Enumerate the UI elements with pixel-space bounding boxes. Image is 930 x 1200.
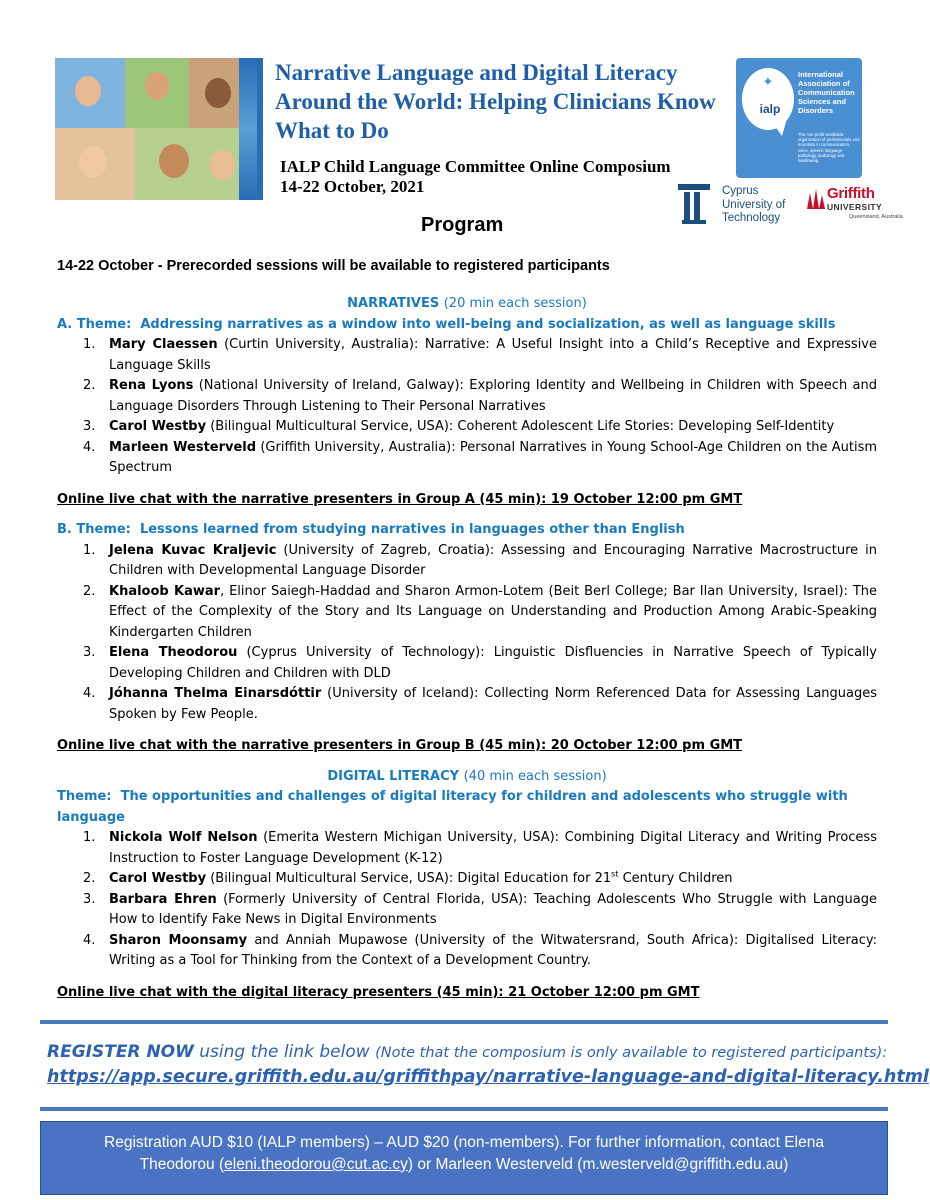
contact-email-westerveld: m.westerveld@griffith.edu.au <box>582 1156 784 1173</box>
theme-b-heading: B. Theme: Lessons learned from studying narratives in languages other than English <box>57 522 685 537</box>
session-item: 1. Nickola Wolf Nelson (Emerita Western Michigan University, USA): Combining Digital Literacy and Writing Process Instruction to Foster Language Development (K-12) <box>83 830 877 866</box>
griffith-logo-name: Griffith <box>827 185 875 202</box>
theme-a-session-list <box>57 335 877 479</box>
speaker-name: Barbara Ehren <box>109 891 217 907</box>
session-item: 4. Jóhanna Thelma Einarsdóttir (University of Iceland): Collecting Norm Referenced Data for Assessing Languages Spoken by Few People. <box>83 686 878 722</box>
session-item: 2. Rena Lyons (National University of Ireland, Galway): Exploring Identity and Wellbeing in Children with Speech and Language Disorders Through Listening to Their Personal Narratives <box>83 378 877 414</box>
register-instructions: using the link below <box>199 1042 370 1062</box>
ialp-logo-mark: ialp <box>759 102 781 116</box>
cut-emblem-icon <box>678 184 710 224</box>
cut-logo-line1: Cyprus <box>722 185 759 197</box>
session-item: 2. Khaloob Kawar, Elinor Saiegh-Haddad and Sharon Armon-Lotem (Beit Berl College; Bar Ilan University, Israel): The Effect of the Complexity of the Story and Its Language on Understanding and Production Among Arabic-Speaking Kindergarten Children <box>83 583 877 640</box>
header-photo-collage <box>55 58 263 200</box>
session-item: 4. Marleen Westerveld (Griffith University, Australia): Personal Narratives in Young School-Age Children on the Autism Spectrum <box>83 439 878 475</box>
speaker-name: Carol Westby <box>109 871 207 886</box>
speaker-name: Jelena Kuvac Kraljevic <box>109 542 277 558</box>
digital-live-chat: Online live chat with the digital literacy presenters (45 min): 21 October 12:00 pm GMT <box>57 984 700 1000</box>
contact-line: Theodorou (eleni.theodorou@cut.ac.cy) or Marleen Westerveld (m.westerveld@griffith.edu.au) <box>139 1156 789 1173</box>
speaker-name: Carol Westby <box>109 419 207 434</box>
register-bottom-divider <box>40 1107 888 1111</box>
session-item: 1. Mary Claessen (Curtin University, Australia): Narrative: A Useful Insight into a Child’s Receptive and Expressive Language Skills <box>83 337 877 373</box>
speaker-name: Marleen Westerveld <box>109 439 257 455</box>
speaker-name: Rena Lyons <box>109 378 194 393</box>
registration-fee-footer <box>40 1121 888 1195</box>
cut-logo-line3: Technology <box>722 212 781 224</box>
group-a-live-chat: Online live chat with the narrative presenters in Group A (45 min): 19 October 12:00 pm GMT <box>57 491 743 507</box>
griffith-logo <box>805 187 925 225</box>
event-subtitle <box>280 157 720 197</box>
narratives-duration-note: (20 min each session) <box>443 296 587 311</box>
session-item: 3. Barbara Ehren (Formerly University of Central Florida, USA): Teaching Adolescents Who Struggle with Language How to Identify Fake News in Digital Environments <box>83 891 878 927</box>
register-note: (Note that the composium is only available to registered participants): <box>375 1045 888 1061</box>
digital-session-list <box>57 828 877 972</box>
cut-logo-line2: University of <box>722 198 786 211</box>
register-top-divider <box>40 1020 888 1024</box>
program-content <box>57 294 877 1013</box>
speaker-name: Elena Theodorou <box>109 645 238 660</box>
prerecorded-notice: 14-22 October - Prerecorded sessions will be available to registered participants <box>57 258 610 274</box>
speaker-name: Jóhanna Thelma Einarsdóttir <box>109 686 322 701</box>
event-dates: 14-22 October, 2021 <box>280 177 425 196</box>
session-item: 3. Carol Westby (Bilingual Multicultural Service, USA): Coherent Adolescent Life Stories: Developing Self-Identity <box>83 419 835 434</box>
register-now-label: REGISTER NOW <box>47 1042 194 1062</box>
registration-fees: Registration AUD $10 (IALP members) – AUD $20 (non-members). For further information, contact Elena <box>104 1134 824 1151</box>
digital-duration-note: (40 min each session) <box>463 768 607 784</box>
composium-name: IALP Child Language Committee Online Composium <box>280 157 671 176</box>
session-item: 3. Elena Theodorou (Cyprus University of Technology): Linguistic Disfluencies in Narrative Speech of Typically Developing Children and Children with DLD <box>83 645 877 681</box>
session-item: 4. Sharon Moonsamy and Anniah Mupawose (University of the Witwatersrand, South Africa): Digitalised Literacy: Writing as a Tool for Thinking from the Context of a Development Country. <box>83 932 877 968</box>
theme-a-heading: A. Theme: Addressing narratives as a window into well-being and socialization, as well as language skills <box>57 316 836 332</box>
ialp-logo-name: International Association of Communication Sciences and Disorders <box>798 70 855 115</box>
speaker-name: Nickola Wolf Nelson <box>109 830 258 845</box>
narratives-heading: NARRATIVES (20 min each session) <box>347 296 587 311</box>
digital-theme-heading: Theme: The opportunities and challenges of digital literacy for children and adolescents who struggle with language <box>57 789 848 825</box>
ialp-logo <box>736 58 862 178</box>
speaker-name: Khaloob Kawar <box>109 583 221 599</box>
register-block <box>47 1040 929 1089</box>
contact-email-theodorou[interactable]: eleni.theodorou@cut.ac.cy <box>224 1156 408 1173</box>
griffith-emblem-icon <box>805 187 827 211</box>
group-b-live-chat: Online live chat with the narrative presenters in Group B (45 min): 20 October 12:00 pm GMT <box>57 738 743 753</box>
program-heading: Program <box>421 214 504 236</box>
digital-literacy-heading: DIGITAL LITERACY (40 min each session) <box>327 768 607 784</box>
speaker-name: Sharon Moonsamy <box>109 932 248 948</box>
registration-link[interactable]: https://app.secure.griffith.edu.au/griffithpay/narrative-language-and-digital-literacy.html <box>47 1067 929 1087</box>
event-title: Narrative Language and Digital Literacy Around the World: Helping Clinicians Know What to Do <box>275 60 716 143</box>
griffith-logo-university: UNIVERSITY <box>827 202 883 212</box>
theme-b-session-list <box>57 541 877 726</box>
session-item: 1. Jelena Kuvac Kraljevic (University of Zagreb, Croatia): Assessing and Encouraging Narrative Macrostructure in Children with Developmental Language Disorder <box>83 542 877 578</box>
session-item: 2. Carol Westby (Bilingual Multicultural Service, USA): Digital Education for 21st Century Children <box>83 869 733 886</box>
speaker-name: Mary Claessen <box>109 337 218 352</box>
ialp-emblem-icon: ✦ <box>762 74 774 89</box>
ialp-logo-description: The non-profit worldwide organization of professionals and scientists in communication, voice, speech language pathology, audiology and swallowing. <box>798 132 860 164</box>
griffith-logo-location: Queensland, Australia <box>849 214 903 220</box>
